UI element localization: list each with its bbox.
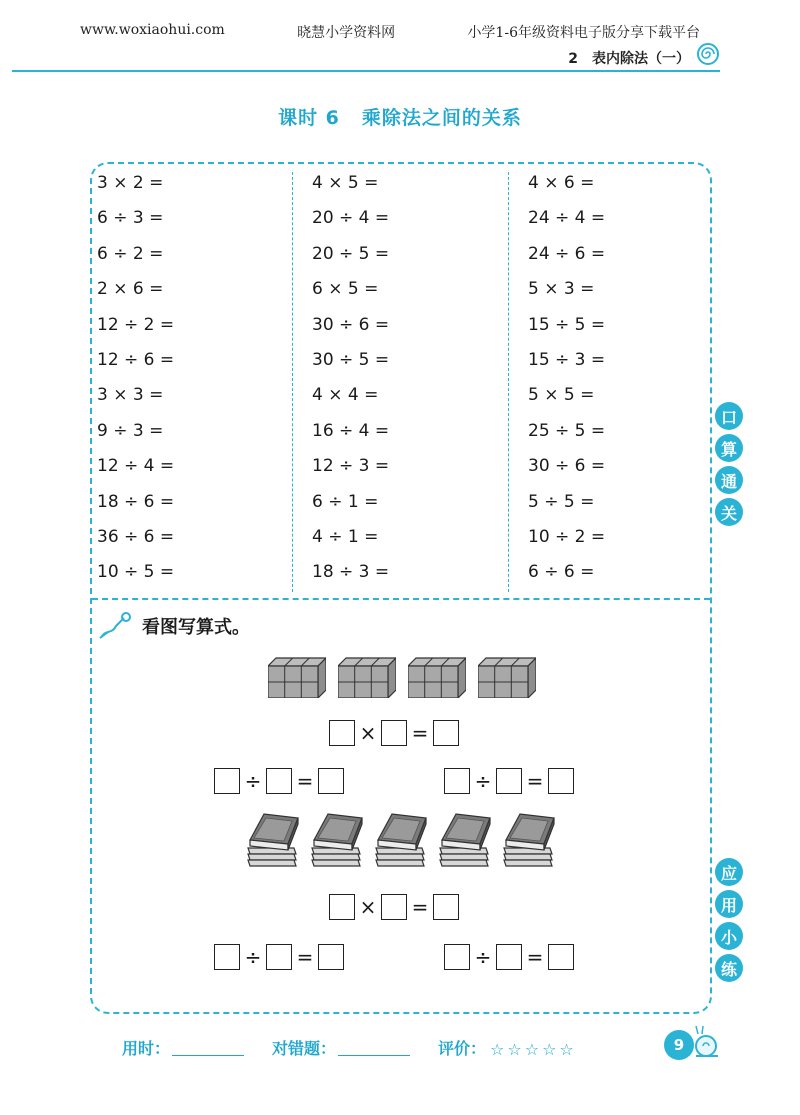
footer: [122, 1036, 577, 1059]
answer-box[interactable]: [214, 944, 240, 970]
equals-sign: =: [296, 769, 314, 793]
oral-equation: 15 ÷ 3 =: [528, 349, 606, 370]
cube-group: [268, 656, 326, 698]
oral-equation: 2 × 6 =: [97, 279, 164, 300]
answer-box[interactable]: [496, 768, 522, 794]
oral-column-3: [528, 170, 605, 595]
oral-equation: 18 ÷ 3 =: [312, 562, 390, 583]
answer-box[interactable]: [318, 768, 344, 794]
oral-equation: 18 ÷ 6 =: [97, 491, 175, 512]
column-divider: [292, 172, 293, 592]
book-stacks: [244, 810, 556, 872]
chapter-bar: [12, 48, 720, 72]
lesson-title: [0, 103, 800, 130]
oral-equation: 4 × 6 =: [528, 173, 595, 193]
time-blank[interactable]: [172, 1055, 244, 1056]
multiply-sign: ×: [359, 895, 377, 919]
formula-multiply: [329, 720, 459, 746]
oral-equation: 20 ÷ 5 =: [312, 243, 390, 264]
oral-equation: 5 × 3 =: [528, 279, 595, 300]
rating-stars[interactable]: ☆☆☆☆☆: [490, 1040, 577, 1059]
answer-box[interactable]: [329, 894, 355, 920]
oral-equation: 30 ÷ 6 =: [528, 456, 606, 477]
rating-label: 评价：: [438, 1039, 487, 1058]
oral-equation: 4 × 4 =: [312, 385, 379, 406]
oral-equation: 24 ÷ 6 =: [528, 243, 606, 264]
answer-box[interactable]: [433, 894, 459, 920]
site-name: 晓慧小学资料网: [297, 25, 396, 41]
oral-equation: 3 × 2 =: [97, 173, 164, 193]
book-stack: [500, 810, 556, 872]
apply-section-head: [98, 612, 250, 640]
oral-equation: 5 ÷ 5 =: [528, 491, 595, 512]
oral-equation: 16 ÷ 4 =: [312, 420, 390, 441]
oral-equation: 6 ÷ 3 =: [97, 208, 164, 229]
formula-divide: [214, 944, 344, 970]
oral-equation: 12 ÷ 6 =: [97, 349, 175, 370]
book-stack: [436, 810, 492, 872]
lesson-number: 课时 6: [278, 107, 340, 129]
side-tab-char: 小: [715, 922, 743, 950]
snail-icon: [686, 1022, 720, 1060]
equals-sign: =: [411, 895, 429, 919]
formula-divide: [214, 768, 344, 794]
book-stack: [372, 810, 428, 872]
errors-blank[interactable]: [338, 1055, 410, 1056]
book-stack: [308, 810, 364, 872]
side-tab-char: 应: [715, 858, 743, 886]
oral-equation: 4 × 5 =: [312, 173, 379, 193]
divide-sign: ÷: [244, 945, 262, 969]
formula-multiply: [329, 894, 459, 920]
oral-equation: 30 ÷ 6 =: [312, 314, 390, 335]
oral-equation: 4 ÷ 1 =: [312, 526, 379, 547]
oral-equation: 12 ÷ 3 =: [312, 456, 390, 477]
oral-equation: 20 ÷ 4 =: [312, 208, 390, 229]
answer-box[interactable]: [329, 720, 355, 746]
equals-sign: =: [526, 945, 544, 969]
oral-equation: 36 ÷ 6 =: [97, 526, 175, 547]
book-stack: [244, 810, 300, 872]
oral-column-2: [312, 170, 389, 595]
errors-label: 对错题：: [272, 1039, 337, 1058]
oral-equation: 6 ÷ 1 =: [312, 491, 379, 512]
answer-box[interactable]: [444, 944, 470, 970]
equals-sign: =: [526, 769, 544, 793]
side-tab-char: 口: [715, 402, 743, 430]
oral-equation: 6 ÷ 2 =: [97, 243, 164, 264]
oral-equation: 6 ÷ 6 =: [528, 562, 595, 583]
time-label: 用时：: [122, 1039, 171, 1058]
side-tab-char: 算: [715, 434, 743, 462]
answer-box[interactable]: [266, 944, 292, 970]
oral-equation: 10 ÷ 5 =: [97, 562, 175, 583]
side-tab-apply: [715, 858, 743, 986]
side-tab-char: 通: [715, 466, 743, 494]
oral-equation: 5 × 5 =: [528, 385, 595, 406]
oral-equation: 25 ÷ 5 =: [528, 420, 606, 441]
oral-equation: 24 ÷ 4 =: [528, 208, 606, 229]
answer-box[interactable]: [381, 894, 407, 920]
site-url[interactable]: www.woxiaohui.com: [80, 22, 225, 38]
page-number: 9: [664, 1030, 694, 1060]
exercise-frame: [90, 162, 712, 1014]
cube-group: [408, 656, 466, 698]
equals-sign: =: [296, 945, 314, 969]
multiply-sign: ×: [359, 721, 377, 745]
side-tab-char: 用: [715, 890, 743, 918]
oral-equation: 30 ÷ 5 =: [312, 349, 390, 370]
answer-box[interactable]: [381, 720, 407, 746]
answer-box[interactable]: [548, 944, 574, 970]
spiral-icon: [696, 42, 720, 66]
equals-sign: =: [411, 721, 429, 745]
cube-groups: [268, 656, 536, 698]
answer-box[interactable]: [318, 944, 344, 970]
formula-divide: [444, 768, 574, 794]
answer-box[interactable]: [214, 768, 240, 794]
formula-divide: [444, 944, 574, 970]
answer-box[interactable]: [496, 944, 522, 970]
lesson-name: 乘除法之间的关系: [361, 107, 522, 129]
answer-box[interactable]: [266, 768, 292, 794]
divide-sign: ÷: [244, 769, 262, 793]
side-tab-char: 练: [715, 954, 743, 982]
oral-equation: 9 ÷ 3 =: [97, 420, 164, 441]
oral-equation: 6 × 5 =: [312, 279, 379, 300]
answer-box[interactable]: [548, 768, 574, 794]
oral-equation: 12 ÷ 4 =: [97, 456, 175, 477]
side-tab-oral: [715, 402, 743, 530]
oral-equation: 15 ÷ 5 =: [528, 314, 606, 335]
divide-sign: ÷: [474, 769, 492, 793]
column-divider: [508, 172, 509, 592]
side-tab-char: 关: [715, 498, 743, 526]
cube-group: [478, 656, 536, 698]
cube-group: [338, 656, 396, 698]
pencil-icon: [98, 612, 134, 640]
apply-title: 看图写算式。: [142, 617, 250, 638]
section-divider: [92, 598, 710, 600]
site-header: [80, 22, 700, 42]
oral-equation: 12 ÷ 2 =: [97, 314, 175, 335]
oral-equation: 10 ÷ 2 =: [528, 526, 606, 547]
oral-column-1: [97, 170, 174, 595]
oral-equation: 3 × 3 =: [97, 385, 164, 406]
answer-box[interactable]: [444, 768, 470, 794]
site-slogan: 小学1-6年级资料电子版分享下载平台: [467, 25, 700, 41]
divide-sign: ÷: [474, 945, 492, 969]
chapter-label: 2 表内除法（一）: [568, 51, 690, 67]
answer-box[interactable]: [433, 720, 459, 746]
